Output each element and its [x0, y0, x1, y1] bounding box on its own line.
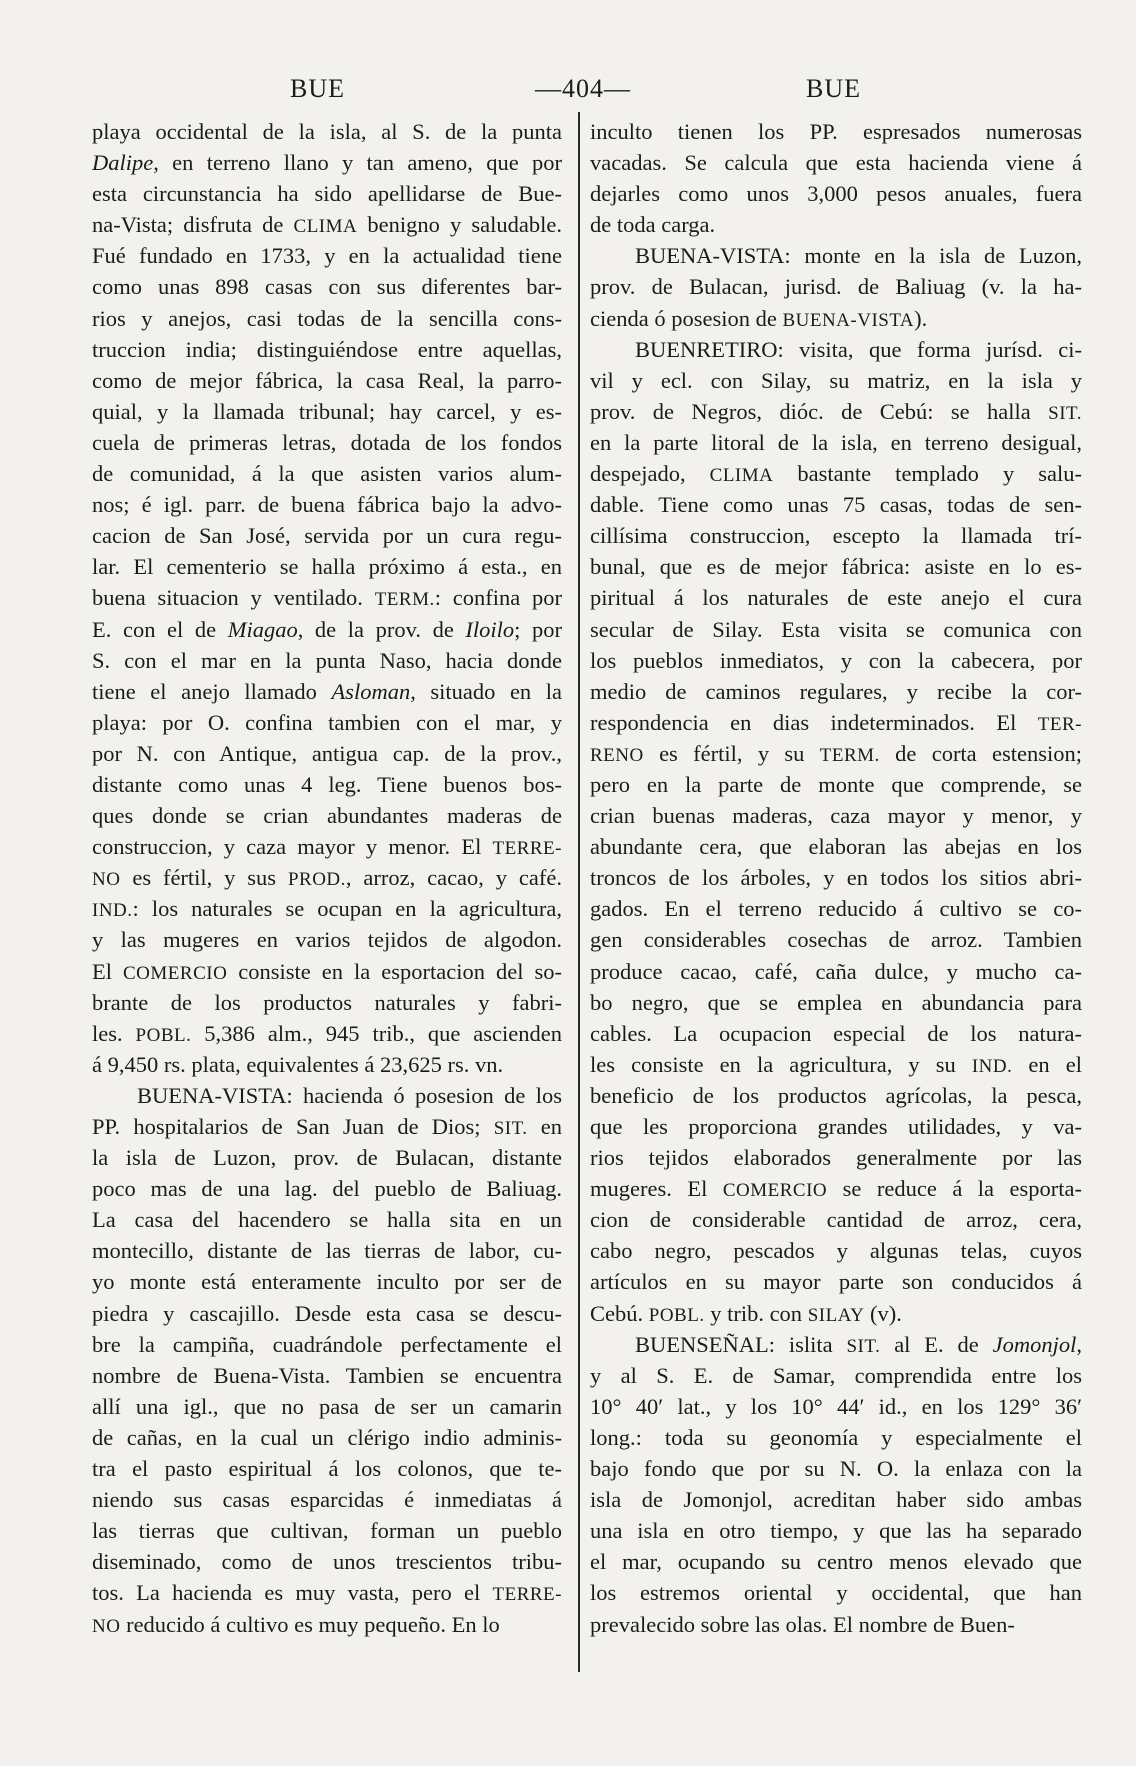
text-line: Dalipe, en terreno llano y tan ameno, que por	[92, 150, 562, 176]
text-line: poco mas de una lag. del pueblo de Baliuag.	[92, 1176, 562, 1202]
text-line: mugeres. El COMERCIO se reduce á la esporta-	[590, 1176, 1082, 1202]
text-line: beneficio de los productos agrícolas, la pesca,	[590, 1082, 1082, 1108]
small-caps-term: TERRE-	[492, 1584, 562, 1606]
text-line: los estremos oriental y occidental, que han	[590, 1580, 1082, 1606]
text-line: una isla en otro tiempo, y que las ha separado	[590, 1518, 1082, 1544]
text-line: dejarles como unos 3,000 pesos anuales, fuera	[590, 181, 1082, 207]
italic-term: Miagao	[227, 616, 298, 642]
small-caps-term: RENO	[590, 744, 644, 766]
small-caps-term: SIT.	[493, 1118, 528, 1139]
small-caps-term: TERM.	[374, 589, 435, 611]
text-line: Fué fundado en 1733, y en la actualidad tiene	[92, 243, 562, 269]
text-line: vil y ecl. con Silay, su matriz, en la isla y	[590, 367, 1082, 393]
text-line: secular de Silay. Esta visita se comunica con	[590, 616, 1082, 642]
text-line: isla de Jomonjol, acreditan haber sido ambas	[590, 1487, 1082, 1513]
text-line: cillísima construccion, escepto la llamada trí-	[590, 523, 1082, 549]
text-line: na-Vista; disfruta de CLIMA benigno y saludable.	[92, 212, 562, 238]
text-line: despejado, CLIMA bastante templado y salu-	[590, 461, 1082, 487]
text-line: BUENA-VISTA: hacienda ó posesion de los	[92, 1082, 562, 1108]
text-line: cienda ó posesion de BUENA-VISTA).	[590, 305, 928, 331]
text-line: yo monte está enteramente inculto por ser de	[92, 1269, 562, 1295]
text-line: en la parte litoral de la isla, en terreno desigual,	[590, 429, 1082, 455]
text-line: long.: toda su geonomía y especialmente el	[590, 1424, 1082, 1450]
italic-term: Asloman	[331, 678, 411, 704]
italic-term: Iloilo	[465, 616, 515, 642]
text-line: crian buenas maderas, caza mayor y menor, y	[590, 803, 1082, 829]
text-line: bre la campiña, cuadrándole perfectamente el	[92, 1331, 562, 1357]
text-line: inculto tienen los PP. espresados numerosas	[590, 119, 1082, 144]
text-line: 10° 40′ lat., y los 10° 44′ id., en los 129° 36′	[590, 1393, 1082, 1419]
text-line: bunal, que es de mejor fábrica: asiste en lo es-	[590, 554, 1082, 580]
text-line: piedra y cascajillo. Desde esta casa se descu-	[92, 1300, 562, 1326]
text-line: distante como unas 4 leg. Tiene buenos bos-	[92, 771, 562, 797]
text-line: bajo fondo que por su N. O. la enlaza con la	[590, 1456, 1082, 1482]
text-line: NO es fértil, y sus PROD., arroz, cacao, y café.	[92, 865, 562, 891]
text-line: de comunidad, á la que asisten varios alum-	[92, 461, 562, 487]
text-line: la isla de Luzon, prov. de Bulacan, distante	[92, 1145, 562, 1171]
text-line: BUENRETIRO: visita, que forma jurísd. ci-	[590, 336, 1082, 362]
text-line: prov. de Bulacan, jurisd. de Baliuag (v. la ha-	[590, 274, 1082, 300]
text-line: construccion, y caza mayor y menor. El TERRE-	[92, 834, 562, 860]
small-caps-term: IND.	[92, 900, 133, 922]
text-line: NO reducido á cultivo es muy pequeño. En lo	[92, 1611, 500, 1637]
small-caps-term: SIT.	[1048, 402, 1082, 424]
text-line: ques donde se crian abundantes maderas de	[92, 803, 562, 829]
text-line: y al S. E. de Samar, comprendida entre los	[590, 1362, 1082, 1388]
text-line: cables. La ocupacion especial de los natura-	[590, 1020, 1082, 1046]
text-line: E. con el de Miagao, de la prov. de Iloilo; por	[92, 616, 562, 642]
text-line: Cebú. POBL. y trib. con SILAY (v).	[590, 1300, 902, 1326]
small-caps-term: NO	[92, 1615, 121, 1637]
italic-term: Jomonjol	[992, 1331, 1077, 1357]
text-line: las tierras que cultivan, forman un pueblo	[92, 1518, 562, 1544]
small-caps-term: POBL.	[648, 1304, 705, 1326]
text-line: tiene el anejo llamado Asloman, situado en la	[92, 678, 562, 704]
text-line: gados. En el terreno reducido á cultivo se co-	[590, 896, 1082, 922]
small-caps-term: IND.	[971, 1055, 1013, 1077]
text-line: allí una igl., que no pasa de ser un camarin	[92, 1393, 562, 1419]
text-line: IND.: los naturales se ocupan en la agricultura,	[92, 896, 562, 922]
text-line: nos; é igl. parr. de buena fábrica bajo la advo-	[92, 492, 562, 518]
text-line: vacadas. Se calcula que esta hacienda viene á	[590, 150, 1082, 176]
text-line: La casa del hacendero se halla sita en un	[92, 1207, 562, 1233]
text-line: diseminado, como de unos trescientos tribu-	[92, 1549, 562, 1575]
text-line: truccion india; distinguiéndose entre aquellas,	[92, 336, 562, 362]
text-line: gen considerables cosechas de arroz. Tambien	[590, 927, 1082, 953]
text-line: cion de considerable cantidad de arroz, cera,	[590, 1207, 1082, 1233]
small-caps-term: SIT.	[846, 1335, 881, 1357]
text-line: brante de los productos naturales y fabri-	[92, 989, 562, 1015]
text-line: como unas 898 casas con sus diferentes bar-	[92, 274, 562, 300]
text-line: nombre de Buena-Vista. Tambien se encuentra	[92, 1362, 562, 1388]
page-header	[0, 74, 1136, 110]
text-line: playa: por O. confina tambien con el mar, y	[92, 709, 562, 735]
text-line: medio de caminos regulares, y recibe la cor-	[590, 678, 1082, 704]
italic-term: Dalipe	[92, 150, 154, 176]
small-caps-term: COMERCIO	[722, 1180, 828, 1202]
text-line: esta circunstancia ha sido apellidarse de Bue-	[92, 181, 562, 207]
text-line: de cañas, en la cual un clérigo indio adminis-	[92, 1424, 562, 1450]
text-line: S. con el mar en la punta Naso, hacia donde	[92, 647, 562, 673]
text-line: BUENA-VISTA: monte en la isla de Luzon,	[590, 243, 1082, 269]
text-line: artículos en su mayor parte son conducidos á	[590, 1269, 1082, 1295]
page-number: —404—	[535, 74, 631, 103]
text-line: cabo negro, pescados y algunas telas, cuyos	[590, 1238, 1082, 1264]
text-line: prevalecido sobre las olas. El nombre de Buen-	[590, 1611, 1015, 1637]
small-caps-term: NO	[92, 869, 121, 891]
left-column	[92, 116, 562, 1640]
text-line: abundante cera, que elaboran las abejas en los	[590, 834, 1082, 860]
small-caps-term: COMERCIO	[123, 962, 228, 984]
text-line: tos. La hacienda es muy vasta, pero el TERRE-	[92, 1580, 562, 1606]
small-caps-term: SILAY	[807, 1304, 865, 1326]
column-divider	[578, 112, 580, 1672]
text-line: RENO es fértil, y su TERM. de corta estension;	[590, 740, 1082, 766]
text-line: pero en la parte de monte que comprende, se	[590, 771, 1082, 797]
text-line: respondencia en dias indeterminados. El TER-	[590, 709, 1082, 735]
right-column	[590, 116, 1082, 1640]
header-left-keyword: BUE	[290, 74, 345, 103]
text-line: buena situacion y ventilado. TERM.: confina por	[92, 585, 562, 611]
text-line: cuela de primeras letras, dotada de los fondos	[92, 429, 562, 455]
text-line: dable. Tiene como unas 75 casas, todas de sen-	[590, 492, 1082, 518]
text-line: les consiste en la agricultura, y su IND. en el	[590, 1051, 1082, 1077]
text-line: tra el pasto espiritual á los colonos, que te-	[92, 1456, 562, 1482]
text-line: á 9,450 rs. plata, equivalentes á 23,625 rs. vn.	[92, 1051, 504, 1077]
text-line: los pueblos inmediatos, y con la cabecera, por	[590, 647, 1082, 673]
small-caps-term: TERM.	[819, 744, 880, 766]
small-caps-term: BUENA-VISTA	[782, 309, 915, 331]
text-line: rios tejidos elaborados generalmente por las	[590, 1145, 1082, 1171]
text-line: playa occidental de la isla, al S. de la punta	[92, 119, 562, 144]
text-line: y las mugeres en varios tejidos de algodon.	[92, 927, 562, 953]
text-line: montecillo, distante de las tierras de labor, cu-	[92, 1238, 562, 1264]
text-line: lar. El cementerio se halla próximo á esta., en	[92, 554, 562, 580]
text-line: El COMERCIO consiste en la esportacion del so-	[92, 958, 562, 984]
text-line: PP. hospitalarios de San Juan de Dios; SIT. en	[92, 1114, 562, 1139]
text-line: el mar, ocupando su centro menos elevado que	[590, 1549, 1082, 1575]
text-line: les. POBL. 5,386 alm., 945 trib., que ascienden	[92, 1020, 562, 1046]
small-caps-term: CLIMA	[293, 216, 358, 238]
text-line: de toda carga.	[590, 212, 716, 238]
header-right-keyword: BUE	[806, 74, 861, 103]
text-line: bo negro, que se emplea en abundancia para	[590, 989, 1082, 1015]
small-caps-term: CLIMA	[709, 465, 774, 487]
text-line: prov. de Negros, dióc. de Cebú: se halla SIT.	[590, 398, 1082, 424]
small-caps-term: PROD.	[287, 869, 346, 891]
text-line: por N. con Antique, antigua cap. de la prov.,	[92, 740, 562, 766]
text-line: quial, y la llamada tribunal; hay carcel, y es-	[92, 398, 562, 424]
text-line: niendo sus casas esparcidas é inmediatas á	[92, 1487, 562, 1513]
text-line: troncos de los árboles, y en todos los sitios abri-	[590, 865, 1082, 891]
small-caps-term: TER-	[1037, 713, 1082, 735]
text-line: que les proporciona grandes utilidades, y va-	[590, 1114, 1082, 1139]
text-line: piritual á los naturales de este anejo el cura	[590, 585, 1082, 611]
text-line: produce cacao, café, caña dulce, y mucho ca-	[590, 958, 1082, 984]
text-line: BUENSEÑAL: islita SIT. al E. de Jomonjol,	[590, 1331, 1082, 1357]
text-line: cacion de San José, servida por un cura regu-	[92, 523, 562, 549]
text-line: como de mejor fábrica, la casa Real, la parro-	[92, 367, 562, 393]
small-caps-term: TERRE-	[492, 838, 562, 860]
small-caps-term: POBL.	[135, 1024, 192, 1046]
text-line: rios y anejos, casi todas de la sencilla cons-	[92, 305, 562, 331]
